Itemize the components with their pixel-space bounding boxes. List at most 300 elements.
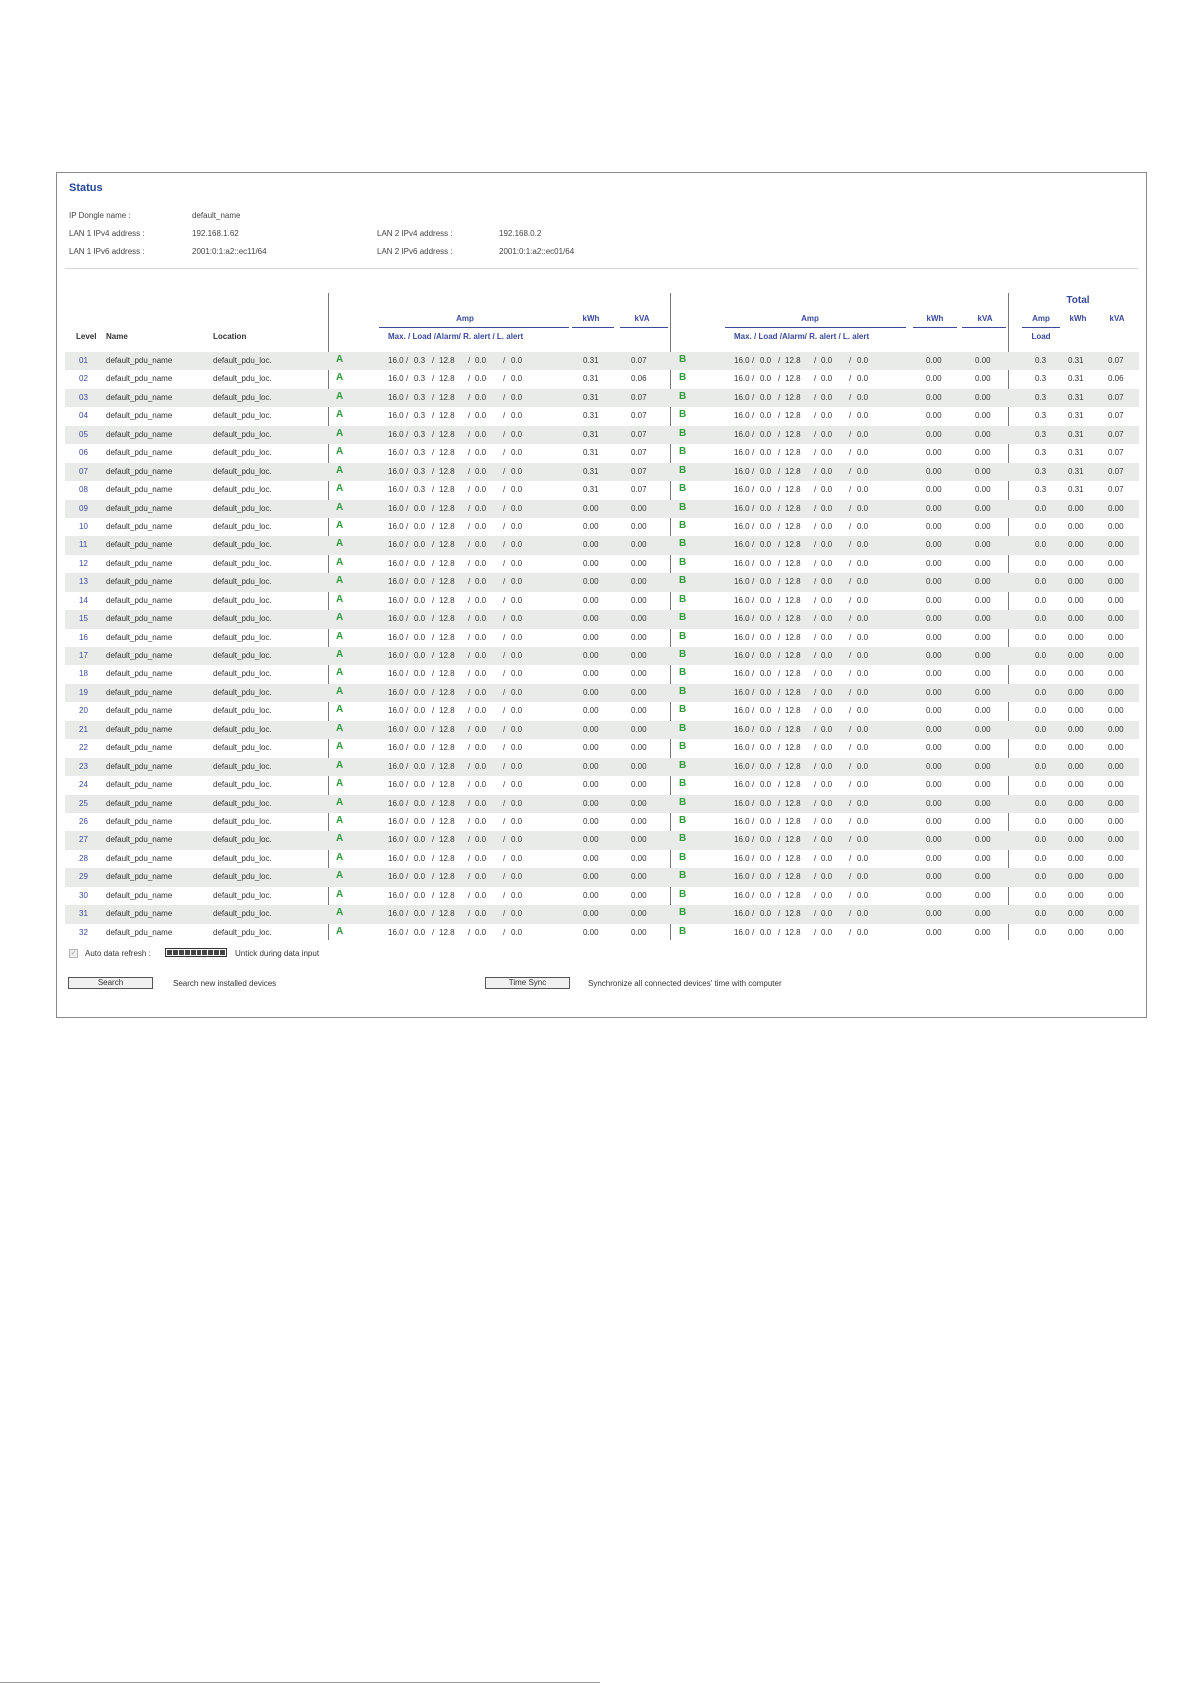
phase-b-amp-value: 12.8 [785,411,801,421]
value-separator: / [752,595,755,605]
value-separator: / [406,780,409,790]
table-row[interactable] [65,518,1139,536]
value-separator: / [849,411,852,421]
pdu-name-cell: default_pdu_name [106,466,173,476]
table-row[interactable] [65,924,1139,942]
table-row[interactable] [65,887,1139,905]
phase-a-amp-value: 16.0 [388,669,404,679]
phase-b-kwh-cell: 0.00 [926,835,942,845]
value-separator: / [406,411,409,421]
phase-a-amp-value: 16.0 [388,724,404,734]
sub-header-a: Max. / Load /Alarm/ R. alert / L. alert [388,332,524,341]
search-description: Search new installed devices [173,979,277,988]
value-separator: / [406,521,409,531]
value-separator: / [406,651,409,660]
phase-a-kva-cell: 0.00 [631,632,647,642]
phase-b-kwh-cell: 0.00 [926,632,942,642]
level-cell: 06 [79,448,88,458]
table-row[interactable] [65,905,1139,923]
level-cell: 14 [79,595,88,605]
phase-a-kwh-cell: 0.00 [583,558,599,568]
level-cell: 11 [79,540,88,550]
phase-a-amp-value: 0.0 [414,577,426,587]
phase-a-label: A [336,390,344,402]
phase-b-amp-value: 16.0 [734,651,750,660]
phase-b-kva-cell: 0.00 [975,872,991,882]
value-separator: / [752,853,755,863]
phase-b-amp-value: 0.0 [857,780,869,790]
pdu-location-cell: default_pdu_loc. [213,614,272,624]
phase-b-kwh-cell: 0.00 [926,429,942,439]
value-separator: / [432,816,435,826]
phase-b-amp-value: 0.0 [857,835,869,845]
value-separator: / [468,374,471,384]
value-separator: / [406,356,409,365]
phase-a-amp-value: 0.0 [511,448,523,458]
table-row[interactable] [65,850,1139,868]
phase-b-amp-value: 16.0 [734,761,750,771]
table-row[interactable] [65,758,1139,776]
phase-b-amp-value: 0.0 [857,503,869,513]
phase-b-amp-value: 0.0 [760,540,772,550]
phase-a-kwh-cell: 0.00 [583,687,599,697]
phase-b-amp-value: 16.0 [734,927,750,937]
table-row[interactable] [65,592,1139,610]
value-separator: / [503,798,506,808]
phase-b-amp-value: 0.0 [760,724,772,734]
phase-a-amp-value: 12.8 [439,503,455,513]
phase-a-amp-value: 0.0 [511,429,523,439]
value-separator: / [814,816,817,826]
value-separator: / [778,743,781,753]
phase-a-amp-value: 12.8 [439,521,455,531]
value-separator: / [503,743,506,753]
level-cell: 25 [79,798,88,808]
total-kva-cell: 0.00 [1108,503,1124,513]
total-kva-cell: 0.00 [1108,558,1124,568]
table-row[interactable] [65,426,1139,444]
value-separator: / [432,392,435,402]
phase-b-amp-value: 16.0 [734,835,750,845]
table-row[interactable] [65,444,1139,462]
phase-b-kwh-cell: 0.00 [926,448,942,458]
phase-a-amp-value: 16.0 [388,927,404,937]
value-separator: / [752,687,755,697]
value-separator: / [778,798,781,808]
value-separator: / [814,356,817,365]
phase-b-amp-value: 12.8 [785,651,801,660]
value-separator: / [503,595,506,605]
pdu-location-cell: default_pdu_loc. [213,687,272,697]
value-separator: / [814,743,817,753]
phase-b-amp-value: 0.0 [857,448,869,458]
phase-a-amp-value: 0.0 [511,632,523,642]
table-row[interactable] [65,610,1139,628]
phase-b-amp-value: 0.0 [821,835,833,845]
value-separator: / [468,706,471,716]
phase-a-amp-value: 16.0 [388,872,404,882]
phase-b-amp-value: 0.0 [760,356,772,365]
value-separator: / [468,872,471,882]
info-divider [65,268,1138,269]
pdu-location-cell: default_pdu_loc. [213,890,272,900]
value-separator: / [849,669,852,679]
value-separator: / [432,503,435,513]
phase-a-amp-value: 16.0 [388,706,404,716]
phase-b-amp-value: 16.0 [734,614,750,624]
phase-a-kwh-cell: 0.31 [583,374,599,384]
phase-b-amp-value: 16.0 [734,485,750,495]
value-separator: / [778,411,781,421]
value-separator: / [814,503,817,513]
value-separator: / [849,540,852,550]
value-separator: / [778,761,781,771]
total-kwh-cell: 0.00 [1068,724,1084,734]
phase-a-amp-value: 12.8 [439,411,455,421]
phase-b-kwh-cell: 0.00 [926,669,942,679]
phase-b-amp-value: 0.0 [857,743,869,753]
phase-a-kva-cell: 0.00 [631,927,647,937]
phase-a-amp-value: 0.0 [475,835,487,845]
total-kwh-cell: 0.31 [1068,411,1084,421]
value-separator: / [752,669,755,679]
phase-a-label: A [336,630,344,642]
phase-b-label: B [679,888,687,900]
table-row[interactable] [65,500,1139,518]
total-kwh-cell: 0.31 [1068,356,1084,365]
total-amp-cell: 0.3 [1035,485,1047,495]
pdu-name-cell: default_pdu_name [106,927,173,937]
table-row[interactable] [65,776,1139,794]
total-kva-cell: 0.07 [1108,485,1124,495]
value-separator: / [432,890,435,900]
total-kwh-cell: 0.00 [1068,853,1084,863]
phase-a-kwh-cell: 0.31 [583,392,599,402]
value-separator: / [406,503,409,513]
table-row[interactable] [65,481,1139,499]
table-row[interactable] [65,665,1139,683]
value-separator: / [752,374,755,384]
table-row[interactable] [65,629,1139,647]
phase-a-amp-value: 16.0 [388,392,404,402]
kwh-header-b: kWh [926,314,944,323]
phase-b-amp-value: 0.0 [857,411,869,421]
total-kva-cell: 0.00 [1108,687,1124,697]
phase-a-kva-cell: 0.00 [631,577,647,587]
value-separator: / [849,724,852,734]
value-separator: / [752,890,755,900]
phase-b-kva-cell: 0.00 [975,595,991,605]
phase-a-amp-value: 12.8 [439,743,455,753]
pdu-name-cell: default_pdu_name [106,577,173,587]
phase-b-kva-cell: 0.00 [975,816,991,826]
phase-b-label: B [679,741,687,753]
value-separator: / [849,780,852,790]
table-row[interactable] [65,795,1139,813]
value-separator: / [778,595,781,605]
value-separator: / [778,872,781,882]
phase-a-label: A [336,612,344,624]
kwh-underline-a [572,327,614,328]
table-row[interactable] [65,536,1139,554]
phase-a-label: A [336,464,344,476]
total-amp-cell: 0.0 [1035,706,1047,716]
phase-b-amp-value: 0.0 [760,909,772,919]
phase-a-amp-value: 12.8 [439,909,455,919]
pdu-location-cell: default_pdu_loc. [213,448,272,458]
value-separator: / [406,816,409,826]
total-amp-cell: 0.3 [1035,411,1047,421]
value-separator: / [814,780,817,790]
table-row[interactable] [65,555,1139,573]
value-separator: / [503,521,506,531]
table-row[interactable] [65,573,1139,591]
pdu-location-cell: default_pdu_loc. [213,853,272,863]
pdu-location-cell: default_pdu_loc. [213,706,272,716]
total-kwh-header: kWh [1069,314,1087,323]
value-separator: / [468,577,471,587]
phase-b-amp-value: 0.0 [760,927,772,937]
value-separator: / [778,909,781,919]
pdu-name-cell: default_pdu_name [106,521,173,531]
phase-b-amp-value: 0.0 [760,816,772,826]
phase-b-amp-value: 0.0 [760,651,772,660]
phase-a-kva-cell: 0.00 [631,614,647,624]
value-separator: / [406,632,409,642]
phase-b-amp-value: 0.0 [760,466,772,476]
phase-a-label: A [336,704,344,716]
value-separator: / [406,743,409,753]
phase-a-label: A [336,593,344,605]
total-kwh-cell: 0.31 [1068,466,1084,476]
total-amp-cell: 0.0 [1035,743,1047,753]
value-separator: / [406,687,409,697]
phase-a-kva-cell: 0.07 [631,466,647,476]
phase-a-amp-value: 12.8 [439,356,455,365]
phase-b-amp-value: 0.0 [821,577,833,587]
phase-a-kwh-cell: 0.00 [583,706,599,716]
phase-b-label: B [679,649,687,660]
phase-b-amp-value: 0.0 [821,521,833,531]
table-row[interactable] [65,352,1139,370]
value-separator: / [814,761,817,771]
total-amp-cell: 0.0 [1035,798,1047,808]
value-separator: / [406,706,409,716]
value-separator: / [778,540,781,550]
value-separator: / [814,392,817,402]
value-separator: / [503,890,506,900]
time-sync-button[interactable]: Time Sync [485,977,570,989]
phase-b-kwh-cell: 0.00 [926,780,942,790]
phase-a-amp-value: 0.0 [511,558,523,568]
phase-b-amp-value: 12.8 [785,872,801,882]
phase-b-amp-value: 16.0 [734,816,750,826]
auto-refresh-checkbox[interactable]: ✓ [70,950,77,957]
value-separator: / [503,706,506,716]
phase-a-amp-value: 0.0 [414,780,426,790]
value-separator: / [503,429,506,439]
value-separator: / [432,448,435,458]
phase-b-label: B [679,833,687,845]
table-row[interactable] [65,831,1139,849]
phase-b-label: B [679,796,687,808]
value-separator: / [778,780,781,790]
value-separator: / [778,356,781,365]
level-cell: 05 [79,429,88,439]
phase-b-kwh-cell: 0.00 [926,356,942,365]
value-separator: / [752,761,755,771]
value-separator: / [406,724,409,734]
total-amp-cell: 0.0 [1035,835,1047,845]
total-kwh-cell: 0.00 [1068,835,1084,845]
pdu-name-cell: default_pdu_name [106,798,173,808]
phase-a-amp-value: 0.3 [414,392,426,402]
phase-b-amp-value: 0.0 [760,577,772,587]
table-row[interactable] [65,389,1139,407]
level-cell: 32 [79,927,88,937]
phase-a-kva-cell: 0.00 [631,798,647,808]
value-separator: / [778,853,781,863]
value-separator: / [503,669,506,679]
table-row[interactable] [65,684,1139,702]
phase-b-amp-value: 16.0 [734,540,750,550]
value-separator: / [778,632,781,642]
total-kva-cell: 0.00 [1108,927,1124,937]
phase-a-kva-cell: 0.00 [631,816,647,826]
total-kwh-cell: 0.00 [1068,595,1084,605]
phase-a-kva-cell: 0.00 [631,595,647,605]
table-row[interactable] [65,463,1139,481]
phase-b-amp-value: 12.8 [785,669,801,679]
pdu-location-cell: default_pdu_loc. [213,724,272,734]
phase-b-amp-value: 0.0 [821,706,833,716]
total-kwh-cell: 0.00 [1068,540,1084,550]
total-kva-cell: 0.00 [1108,577,1124,587]
phase-b-kwh-cell: 0.00 [926,890,942,900]
value-separator: / [814,872,817,882]
table-row[interactable] [65,702,1139,720]
value-separator: / [468,521,471,531]
phase-b-kva-cell: 0.00 [975,743,991,753]
value-separator: / [752,780,755,790]
total-header: Total [1066,295,1090,306]
search-button[interactable]: Search [68,977,153,989]
phase-a-amp-value: 16.0 [388,448,404,458]
table-row[interactable] [65,739,1139,757]
value-separator: / [468,927,471,937]
phase-b-amp-value: 16.0 [734,632,750,642]
phase-a-amp-value: 16.0 [388,909,404,919]
phase-b-kva-cell: 0.00 [975,706,991,716]
value-separator: / [814,614,817,624]
phase-a-amp-value: 16.0 [388,595,404,605]
pdu-name-cell: default_pdu_name [106,761,173,771]
level-cell: 18 [79,669,88,679]
amp-underline-a [379,327,569,328]
phase-a-amp-value: 0.0 [475,411,487,421]
value-separator: / [503,356,506,365]
value-separator: / [752,558,755,568]
value-separator: / [406,614,409,624]
phase-a-amp-value: 12.8 [439,927,455,937]
pdu-name-cell: default_pdu_name [106,614,173,624]
phase-b-amp-value: 12.8 [785,853,801,863]
phase-a-kwh-cell: 0.00 [583,890,599,900]
phase-b-amp-value: 16.0 [734,872,750,882]
table-row[interactable] [65,721,1139,739]
phase-a-amp-value: 16.0 [388,743,404,753]
phase-a-label: A [336,354,344,365]
pdu-name-cell: default_pdu_name [106,448,173,458]
value-separator: / [849,429,852,439]
value-separator: / [468,890,471,900]
phase-a-amp-value: 0.0 [414,909,426,919]
table-row[interactable] [65,407,1139,425]
value-separator: / [778,448,781,458]
phase-b-amp-value: 12.8 [785,798,801,808]
table-row[interactable] [65,813,1139,831]
value-separator: / [503,780,506,790]
phase-a-amp-value: 0.0 [511,521,523,531]
value-separator: / [814,927,817,937]
phase-b-kwh-cell: 0.00 [926,521,942,531]
untick-hint: Untick during data input [235,949,320,958]
phase-a-amp-value: 0.3 [414,466,426,476]
level-cell: 04 [79,411,88,421]
table-row[interactable] [65,647,1139,665]
phase-a-label: A [336,814,344,826]
value-separator: / [778,521,781,531]
phase-a-amp-value: 0.0 [414,540,426,550]
sub-header-b: Max. / Load /Alarm/ R. alert / L. alert [734,332,870,341]
value-separator: / [432,853,435,863]
phase-a-amp-value: 12.8 [439,374,455,384]
value-separator: / [468,411,471,421]
value-separator: / [778,392,781,402]
phase-a-kwh-cell: 0.00 [583,872,599,882]
phase-b-amp-value: 0.0 [857,761,869,771]
phase-a-amp-value: 12.8 [439,651,455,660]
table-row[interactable] [65,370,1139,388]
phase-a-kwh-cell: 0.00 [583,761,599,771]
phase-a-kva-cell: 0.07 [631,429,647,439]
pdu-name-cell: default_pdu_name [106,743,173,753]
pdu-location-cell: default_pdu_loc. [213,927,272,937]
value-separator: / [468,798,471,808]
phase-a-amp-value: 0.0 [475,761,487,771]
phase-a-kva-cell: 0.00 [631,872,647,882]
phase-a-amp-value: 12.8 [439,448,455,458]
value-separator: / [432,927,435,937]
pdu-name-cell: default_pdu_name [106,558,173,568]
table-row[interactable] [65,868,1139,886]
phase-a-amp-value: 0.0 [511,816,523,826]
phase-b-label: B [679,593,687,605]
level-cell: 20 [79,706,88,716]
pdu-name-cell: default_pdu_name [106,909,173,919]
phase-a-kva-cell: 0.00 [631,503,647,513]
level-cell: 15 [79,614,88,624]
total-kva-cell: 0.00 [1108,780,1124,790]
total-kva-cell: 0.07 [1108,466,1124,476]
phase-a-amp-value: 0.0 [475,595,487,605]
phase-a-amp-value: 0.0 [414,669,426,679]
kwh-underline-b [913,327,957,328]
phase-b-amp-value: 0.0 [857,356,869,365]
phase-a-amp-value: 0.3 [414,374,426,384]
phase-b-label: B [679,483,687,495]
value-separator: / [432,429,435,439]
